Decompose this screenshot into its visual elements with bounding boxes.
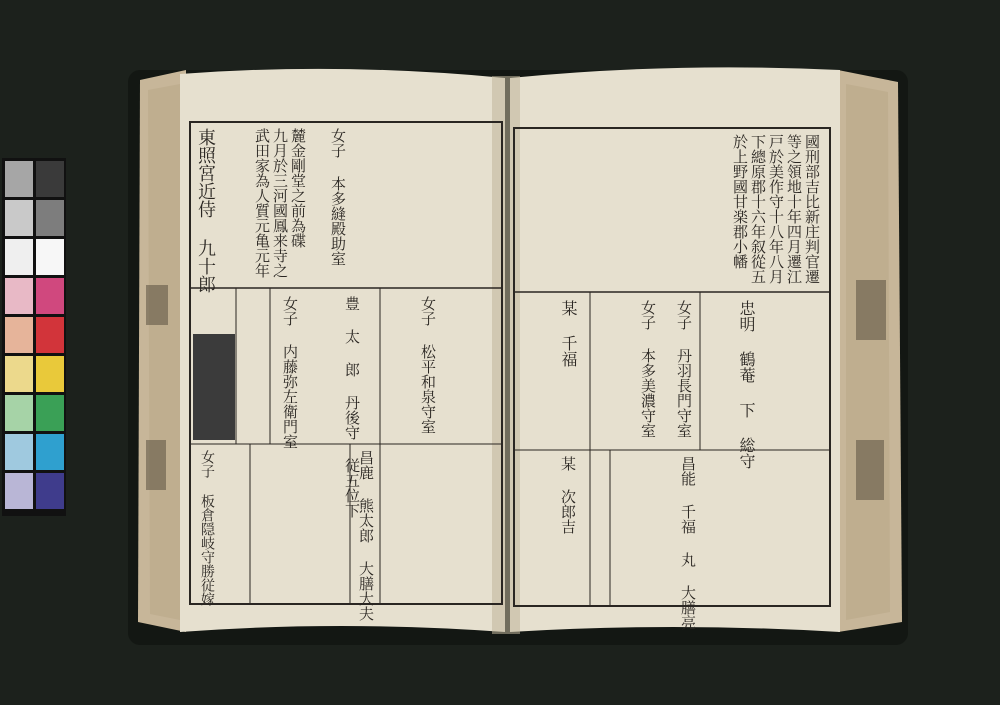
color-patch [5, 356, 33, 392]
color-patch [36, 356, 64, 392]
left-headword-masakatsu: 東照宮近侍 九十郎 [195, 128, 216, 293]
left-entry-3: 麓金剛堂之前為碟 [289, 128, 307, 248]
color-patch [36, 473, 64, 509]
right-entry-4: 下總原郡十六年叙從五 [749, 134, 767, 284]
color-patch [5, 395, 33, 431]
right-headword-tadaaki: 忠明 鶴菴 下 総守 [737, 300, 756, 469]
right-entry-daughter-2: 女子 本多美濃守室 [639, 300, 657, 438]
right-entry-daughter-1: 女子 丹羽長門守室 [675, 300, 693, 438]
color-patch [36, 278, 64, 314]
color-patch [5, 239, 33, 275]
left-headword-masashika: 昌鹿 熊太郎 大膳大夫 [357, 450, 375, 621]
right-entry-1: 國刑部吉比新庄判官遷 [803, 134, 821, 284]
color-patch [36, 200, 64, 236]
color-patch [5, 161, 33, 197]
left-entry-daughter-itakura: 女子 板倉隠岐守勝従嫁 [199, 450, 215, 606]
right-entry-5: 於上野國甘楽郡小幡 [731, 134, 749, 269]
left-entry-daughter-matsudaira: 女子 松平和泉守室 [419, 296, 437, 434]
book-gutter [492, 76, 520, 634]
right-entry-3: 戸於美作守十八年八月 [767, 134, 785, 284]
color-patch [5, 473, 33, 509]
color-patch [5, 200, 33, 236]
left-entry-2: 九月於三河國鳳来寺之 [271, 128, 289, 278]
right-headword-bou-jirokichi: 某 次郎吉 [559, 456, 577, 534]
right-entry-2: 等之領地十年四月遷江 [785, 134, 803, 284]
color-patch [36, 161, 64, 197]
color-patch [36, 434, 64, 470]
left-entry-1: 武田家為人質元亀元年 [253, 128, 271, 278]
color-patch [5, 434, 33, 470]
color-patch [36, 395, 64, 431]
color-patch [5, 317, 33, 353]
color-patch [36, 239, 64, 275]
color-patch [36, 317, 64, 353]
right-headword-bou-senpuku: 某 千福 [559, 300, 578, 367]
left-entry-toyotaro: 豊 太 郎 丹後守 従五位下 [343, 296, 361, 518]
left-entry-daughter-naito: 女子 内藤弥左衛門室 [281, 296, 299, 449]
color-checker [2, 158, 66, 516]
left-entry-4: 女子 本多縫殿助室 [329, 128, 347, 266]
right-headword-masayoshi: 昌能 千福 丸 大膳亮 [679, 456, 697, 630]
color-patch [5, 278, 33, 314]
ink-seal-block [193, 334, 235, 440]
